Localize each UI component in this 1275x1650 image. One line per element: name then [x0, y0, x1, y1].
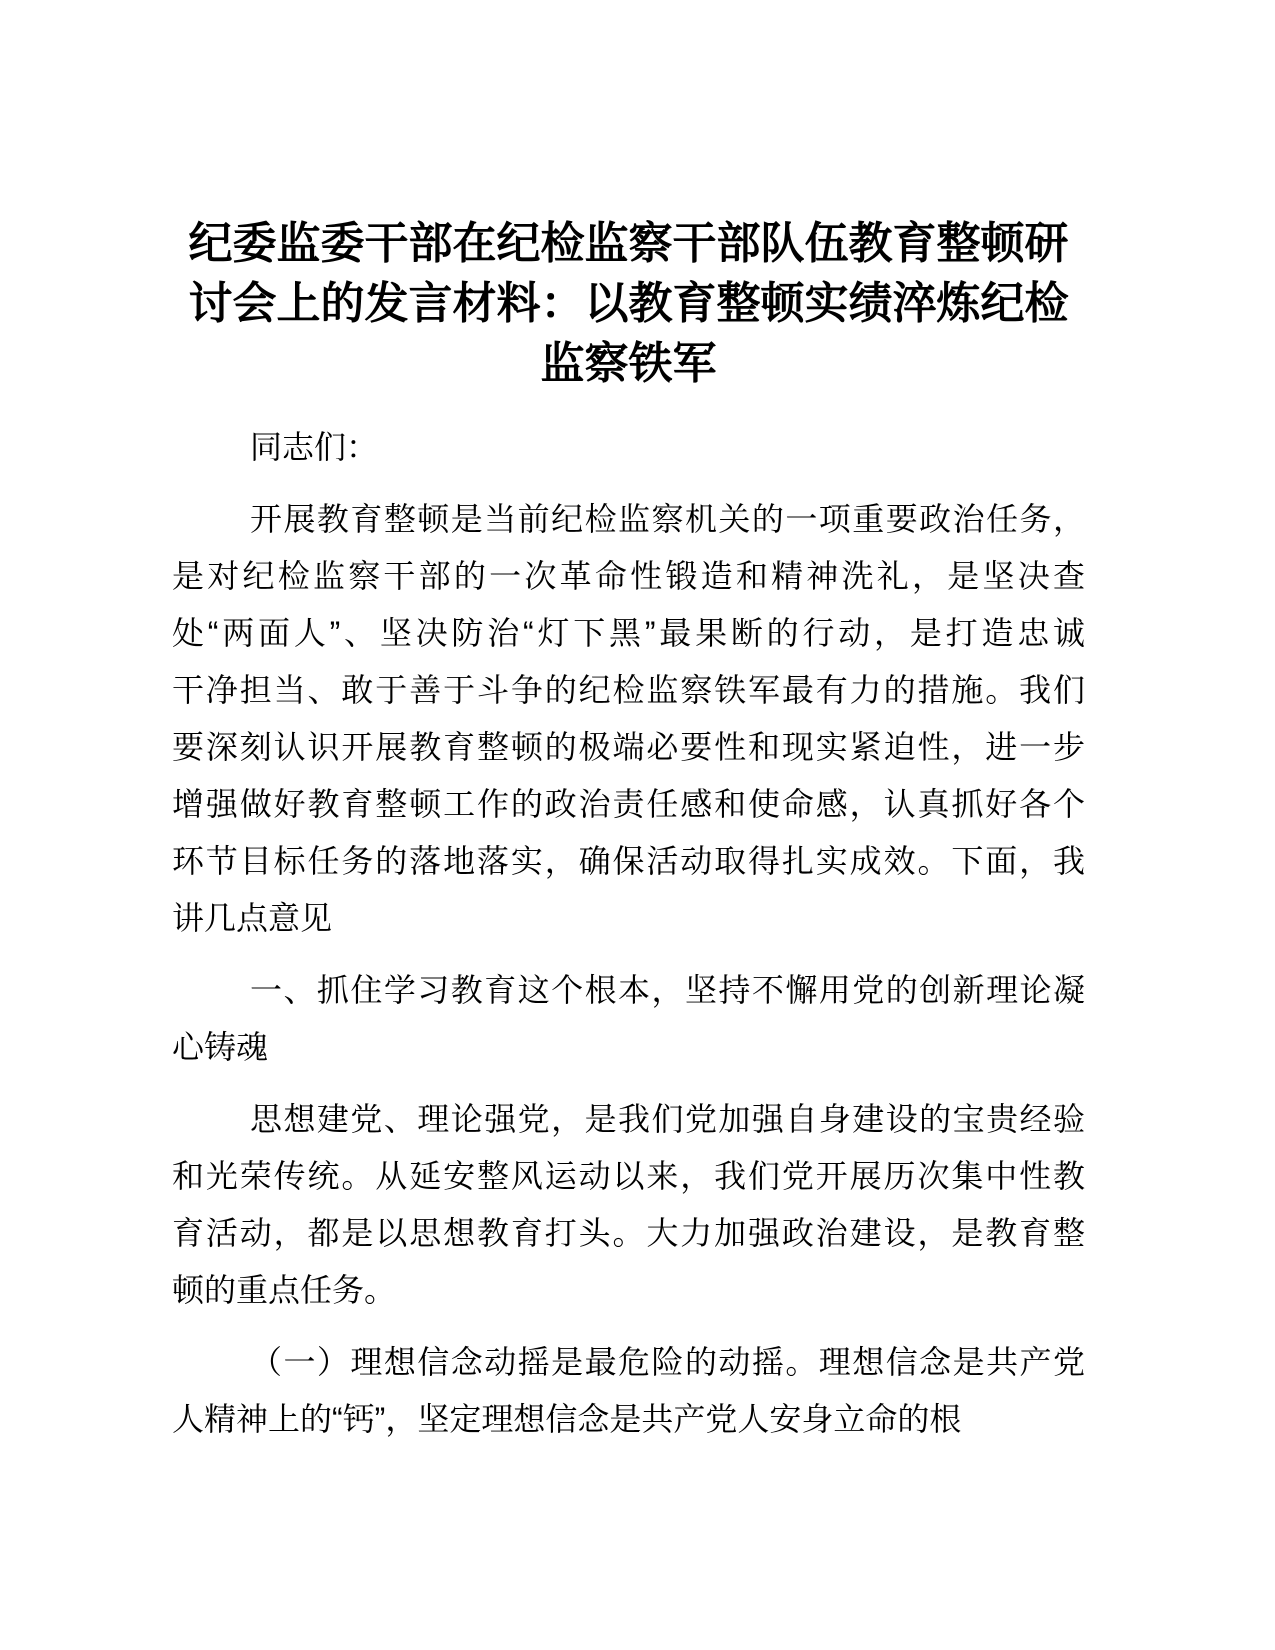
text-line: 心铸魂	[172, 1029, 269, 1065]
text-line: 开展教育整顿是当前纪检监察机关的一项重要政治任务，	[250, 501, 1085, 537]
text-line: 一、抓住学习教育这个根本，坚持不懈用党的创新理论凝	[250, 972, 1085, 1008]
text-line: 人精神上的“钙”，坚定理想信念是共产党人安身立命的根	[172, 1401, 962, 1437]
document-title	[172, 214, 1085, 394]
text-line: 是对纪检监察干部的一次革命性锻造和精神洗礼，是坚决查	[172, 558, 1085, 594]
text-line: 讲几点意见	[172, 900, 333, 936]
text-line: 和光荣传统。从延安整风运动以来，我们党开展历次集中性教	[172, 1158, 1085, 1194]
text-line: 要深刻认识开展教育整顿的极端必要性和现实紧迫性，进一步	[172, 729, 1085, 765]
text-line: 同志们：	[250, 429, 379, 465]
text-line: 环节目标任务的落地落实，确保活动取得扎实成效。下面，我	[172, 843, 1085, 879]
paragraph-ideals-beliefs	[172, 1334, 1085, 1448]
text-line: 育活动，都是以思想教育打头。大力加强政治建设，是教育整	[172, 1215, 1085, 1251]
text-line: 增强做好教育整顿工作的政治责任感和使命感，认真抓好各个	[172, 786, 1085, 822]
title-line: 监察铁军	[540, 339, 717, 388]
text-line: 干净担当、敢于善于斗争的纪检监察铁军最有力的措施。我们	[172, 672, 1085, 708]
paragraph-thought-building	[172, 1091, 1085, 1319]
title-line: 讨会上的发言材料：以教育整顿实绩淬炼纪检	[188, 279, 1069, 328]
text-line: 思想建党、理论强党，是我们党加强自身建设的宝贵经验	[250, 1101, 1085, 1137]
text-line: 顿的重点任务。	[172, 1272, 397, 1308]
title-line: 纪委监委干部在纪检监察干部队伍教育整顿研	[188, 219, 1069, 268]
text-line: 处“两面人”、坚决防治“灯下黑”最果断的行动，是打造忠诚	[172, 615, 1085, 651]
section-1-heading	[172, 962, 1085, 1076]
salutation	[172, 419, 1085, 476]
text-line: （一）理想信念动摇是最危险的动摇。理想信念是共产党	[250, 1344, 1085, 1380]
paragraph-opening	[172, 491, 1085, 947]
document-body	[172, 419, 1085, 1448]
